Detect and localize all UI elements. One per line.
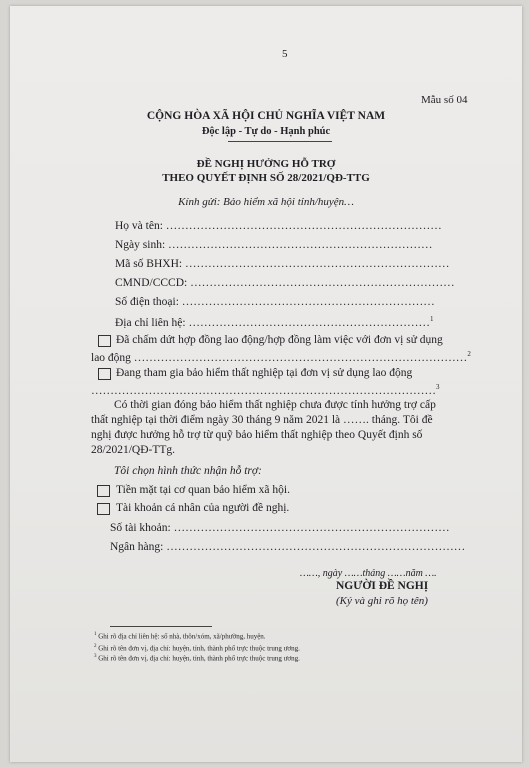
id-card-field[interactable]: CMND/CCCD: …………………………………………………………… [115,277,455,289]
address-footnote-ref: 1 [429,315,434,323]
participating-option-line2-text: ……………………………………………………………………………… [91,384,436,397]
footnote-3-num: 3 [94,654,97,659]
footnote-3 [94,654,300,662]
recipient-line: Kính gửi: Bảo hiểm xã hội tỉnh/huyện… [178,196,354,208]
signature-note: (Ký và ghi rõ họ tên) [336,595,428,607]
participating-option-line2 [91,383,440,397]
bhxh-field[interactable]: Mã số BHXH: …………………………………………………………… [115,258,450,270]
footnote-2 [94,644,300,652]
motto: Độc lập - Tự do - Hạnh phúc [201,126,331,137]
footnote-2-text: Ghi rõ tên đơn vị, địa chỉ: huyện, tỉnh, thành phố trực thuộc trung ương. [96,644,300,653]
payment-method-heading: Tôi chọn hình thức nhận hỗ trợ: [114,465,262,477]
address-field[interactable] [115,315,433,329]
contribution-paragraph-line4: 28/2021/QĐ-TTg. [91,444,176,456]
cash-checkbox[interactable] [97,485,110,497]
footnote-2-num: 2 [94,644,97,649]
account-checkbox[interactable] [97,503,110,515]
footnote-1 [94,632,266,640]
terminated-checkbox[interactable] [98,335,111,347]
footnote-divider [110,626,212,627]
signature-date: ……, ngày ……tháng ……năm …. [300,568,437,579]
signer-title: NGƯỜI ĐỀ NGHỊ [336,580,429,592]
form-title-line2: THEO QUYẾT ĐỊNH SỐ 28/2021/QĐ-TTG [162,172,370,184]
terminated-option-line1: Đã chấm dứt hợp đồng lao động/hợp đồng làm việc với đơn vị sử dụng [116,334,443,346]
bank-field[interactable]: Ngân hàng: …………………………………………………………………… [110,541,466,553]
terminated-footnote-ref: 2 [467,350,471,358]
cash-option-label: Tiền mặt tại cơ quan bảo hiểm xã hội. [116,484,290,496]
document-page [10,6,522,762]
footnote-3-text: Ghi rõ tên đơn vị, địa chỉ: huyện, tỉnh, thành phố trực thuộc trung ương. [96,654,300,663]
terminated-option-line2 [91,350,471,364]
participating-footnote-ref: 3 [436,383,440,391]
full-name-field[interactable]: Họ và tên: ……………………………………………………………… [115,220,442,232]
phone-field[interactable]: Số điện thoại: ………………………………………………………… [115,296,435,308]
participating-checkbox[interactable] [98,368,111,380]
form-title-line1: ĐỀ NGHỊ HƯỞNG HỖ TRỢ [196,158,336,170]
address-field-text: Địa chỉ liên hệ: ……………………………………………………… [115,316,430,329]
header-divider [228,141,332,142]
page-number: 5 [282,48,288,60]
footnote-1-num: 1 [94,632,97,637]
participating-option-line1: Đang tham gia bảo hiểm thất nghiệp tại đơn vị sử dụng lao động [116,367,413,379]
contribution-paragraph-line2: thất nghiệp tại thời điểm ngày 30 tháng 9 năm 2021 là ……. tháng. Tôi đề [91,414,433,426]
footnote-1-text: Ghi rõ địa chỉ liên hệ: số nhà, thôn/xóm, xã/phường, huyện. [96,632,266,641]
account-option-label: Tài khoản cá nhân của người đề nghị. [116,502,290,514]
nation-header: CỘNG HÒA XÃ HỘI CHỦ NGHĨA VIỆT NAM [146,110,386,122]
terminated-option-line2-text: lao động …………………………………………………………………………… [91,351,468,364]
contribution-paragraph-line1: Có thời gian đóng bảo hiểm thất nghiệp chưa được tính hưởng trợ cấp [114,399,436,411]
contribution-paragraph-line3: nghị được hưởng hỗ trợ từ quỹ bảo hiểm thất nghiệp theo Quyết định số [91,429,423,441]
account-number-field[interactable]: Số tài khoản: ……………………………………………………………… [110,522,450,534]
dob-field[interactable]: Ngày sinh: …………………………………………………………… [115,239,433,251]
form-number: Mẫu số 04 [421,94,468,106]
